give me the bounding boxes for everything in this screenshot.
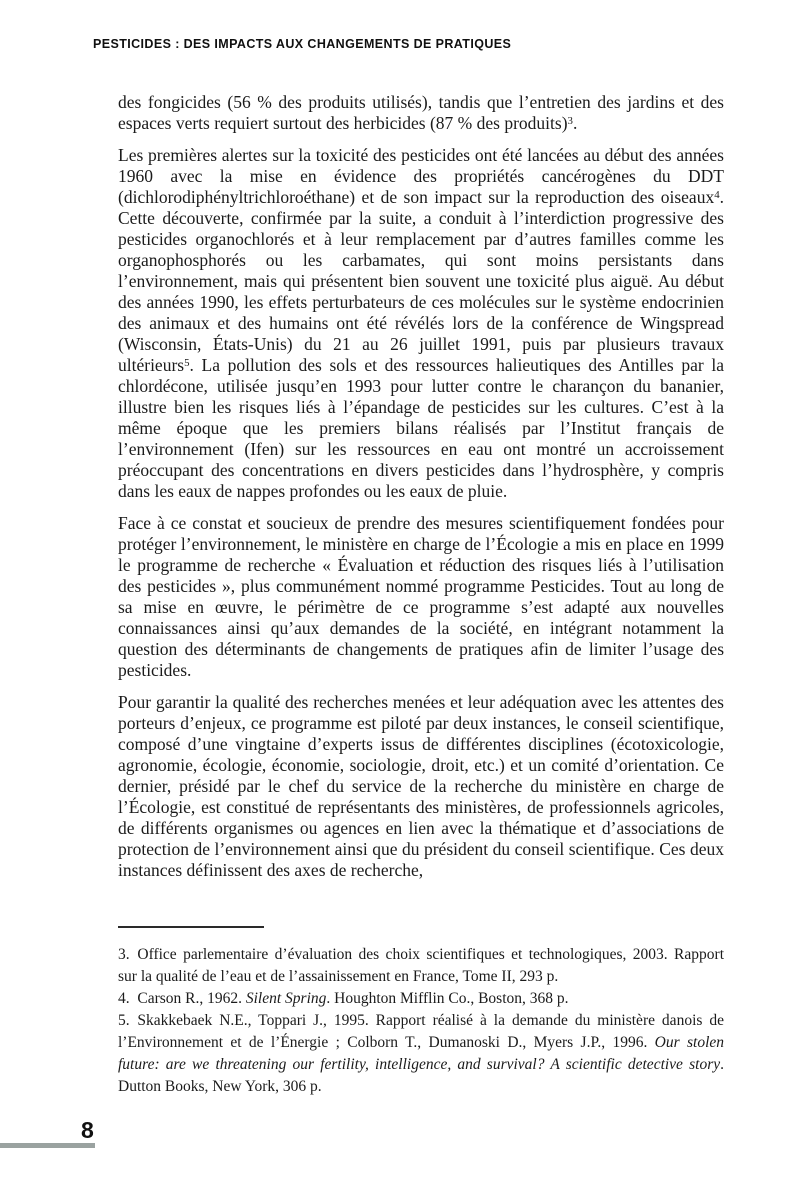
footnote: [118, 988, 724, 1010]
text-segment: . Dutton Books, New York, 306 p.: [118, 1056, 724, 1095]
text-segment: Pour garantir la qualité des recherches menées et leur adéquation avec les attentes des porteurs d’enjeux, ce programme est piloté par deux instances, le conseil scientifique, composé d’une vingtaine d’experts issus de différentes disciplines (écotoxicologie, agronomie, écologie, économie, sociologie, droit, etc.) et un comité d’orientation. Ce dernier, présidé par le chef du service de la recherche du ministère en charge de l’Écologie, est constitué de représentants des ministères, de professionnels agricoles, de différents organismes ou agences en lien avec la thématique et d’associations de protection de l’environnement ainsi que du président du conseil scientifique. Ces deux instances définissent des axes de recherche,: [118, 692, 724, 880]
text-segment: 3. Office parlementaire d’évaluation des choix scientifiques et technologiques, 2003. Rapport sur la qualité de l’eau et de l’assainissement en France, Tome II, 293 p.: [118, 946, 724, 985]
footnote: [118, 1010, 724, 1098]
body-text: [118, 92, 724, 892]
text-segment: des fongicides (56 % des produits utilisés), tandis que l’entretien des jardins et des espaces verts requiert surtout des herbicides (87 % des produits): [118, 92, 724, 133]
footnote-reference: 3: [567, 115, 573, 128]
footnote: [118, 944, 724, 988]
paragraph: [118, 145, 724, 502]
footnotes: [118, 944, 724, 1098]
text-segment: .: [572, 113, 578, 133]
footnote-reference: 4: [714, 189, 720, 202]
italic-text-segment: Our stolen future: are we threatening our fertility, intelligence, and survival? A scientific detective story: [118, 1034, 725, 1073]
footnote-divider: [118, 926, 264, 928]
italic-text-segment: Silent Spring: [245, 990, 327, 1007]
paragraph: [118, 692, 724, 881]
running-header: PESTICIDES : DES IMPACTS AUX CHANGEMENTS DE PRATIQUES: [93, 37, 512, 51]
footnote-reference: 5: [184, 357, 190, 370]
text-segment: 5. Skakkebaek N.E., Toppari J., 1995. Rapport réalisé à la demande du ministère danois de l’Environnement et de l’Énergie ; Colborn T., Dumanoski D., Myers J.P., 1996.: [118, 1012, 724, 1051]
text-segment: Les premières alertes sur la toxicité des pesticides ont été lancées au début des années 1960 avec la mise en évidence des propriétés cancérogènes du DDT (dichlorodiphényltrichloroéthane) et de son impact sur la reproduction des oiseaux: [118, 145, 724, 207]
text-segment: . Houghton Mifflin Co., Boston, 368 p.: [326, 990, 569, 1007]
text-segment: Face à ce constat et soucieux de prendre des mesures scientifiquement fondées pour protéger l’environnement, le ministère en charge de l’Écologie a mis en place en 1999 le programme de recherche « Évaluation et réduction des risques liés à l’utilisation des pesticides », plus communément nommé programme Pesticides. Tout au long de sa mise en œuvre, le périmètre de ce programme s’est adapté aux nouvelles connaissances ainsi qu’aux demandes de la société, en intégrant notamment la question des déterminants de changements de pratiques afin de limiter l’usage des pesticides.: [118, 513, 724, 680]
text-segment: . Cette découverte, confirmée par la suite, a conduit à l’interdiction progressive des pesticides organochlorés et à leur remplacement par d’autres familles comme les organophosphorés ou les carbamates, qui sont moins persistants dans l’environnement, mais qui présentent bien souvent une toxicité plus aiguë. Au début des années 1990, les effets perturbateurs de ces molécules sur le système endocrinien des animaux et des humains ont été révélés lors de la conférence de Wingspread (Wisconsin, États-Unis) du 21 au 26 juillet 1991, puis par plusieurs travaux ultérieurs: [118, 187, 724, 375]
page-number: 8: [81, 1117, 94, 1143]
text-segment: . La pollution des sols et des ressources halieutiques des Antilles par la chlordécone, utilisée jusqu’en 1993 pour lutter contre le charançon du bananier, illustre bien les risques liés à l’épandage de pesticides sur les cultures. C’est à la même époque que les premiers bilans réalisés par l’Institut français de l’environnement (Ifen) sur les ressources en eau ont montré un accroissement préoccupant des concentrations en divers pesticides dans l’hydrosphère, y compris dans les eaux de nappes profondes ou les eaux de pluie.: [118, 355, 724, 501]
page-number-bar: [0, 1143, 95, 1148]
text-segment: 4. Carson R., 1962.: [118, 990, 246, 1007]
paragraph: [118, 513, 724, 681]
paragraph: [118, 92, 724, 134]
